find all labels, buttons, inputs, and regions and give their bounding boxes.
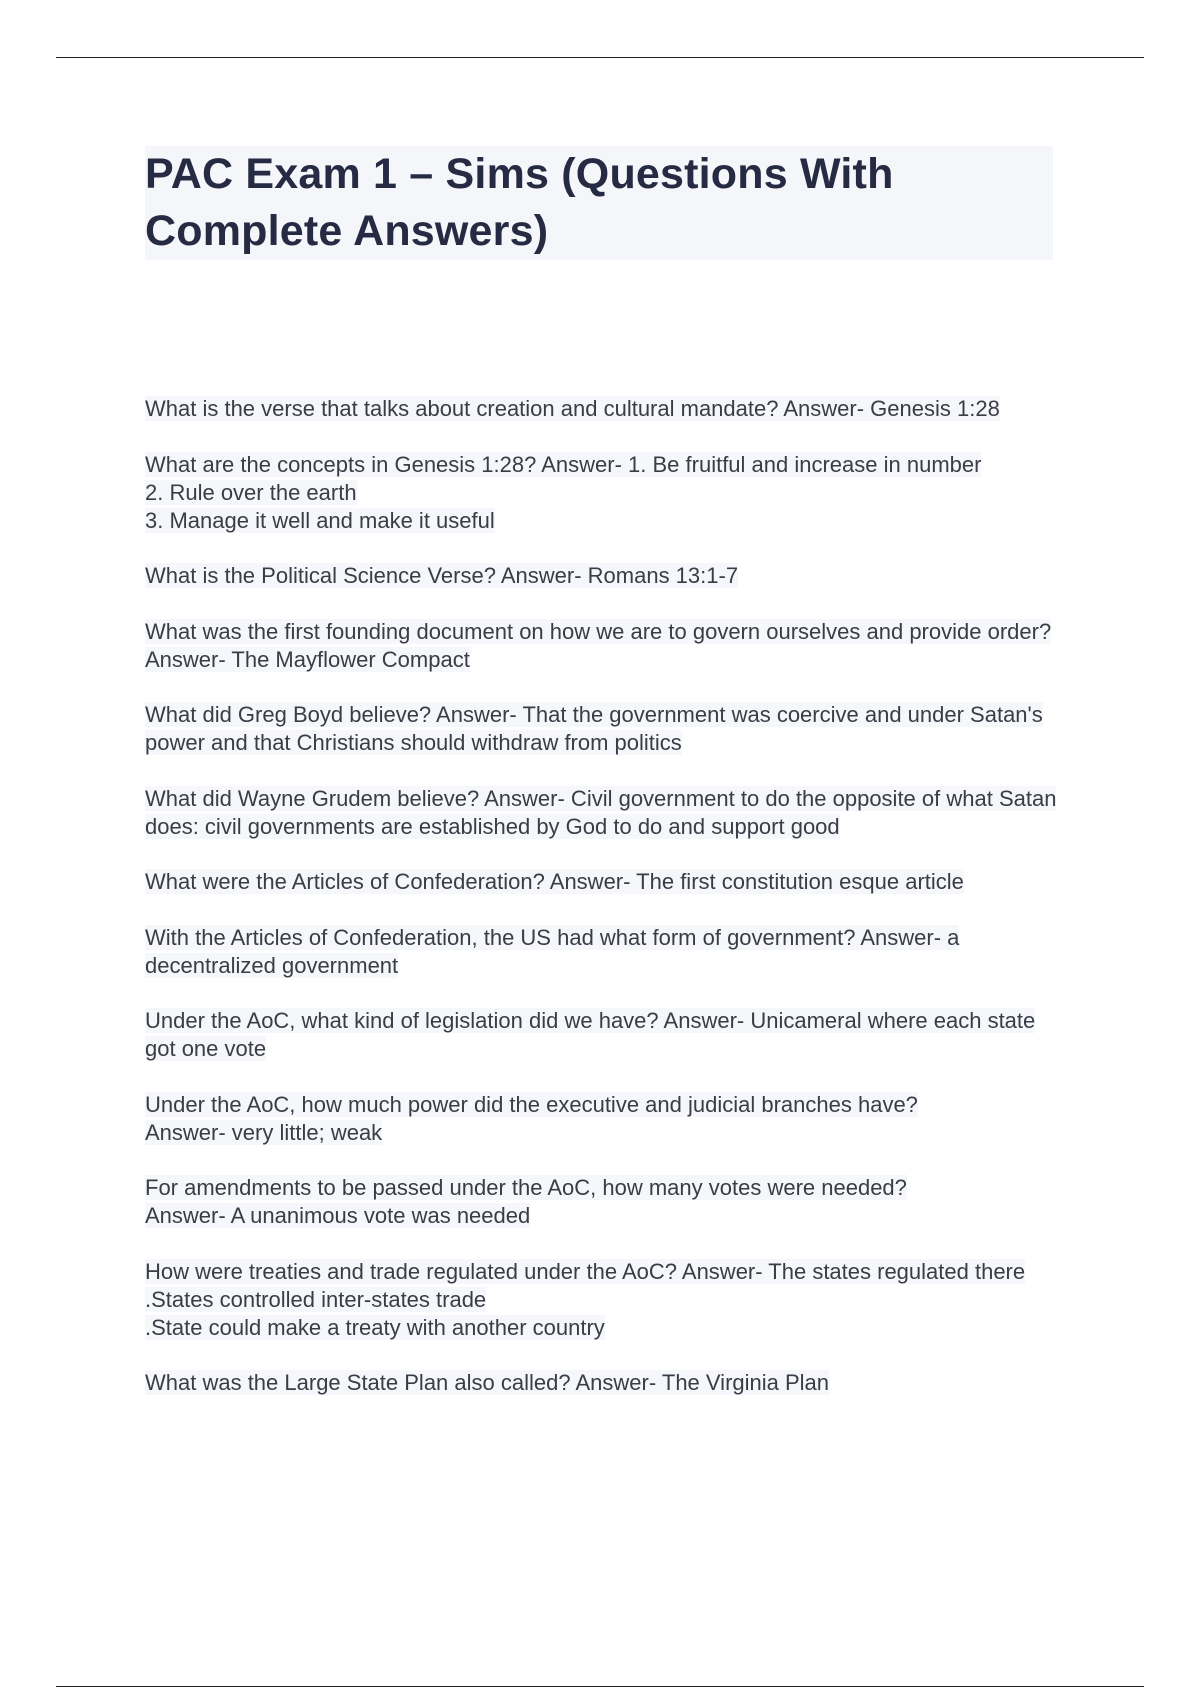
qa-text: What is the verse that talks about creation and cultural mandate? Answer- Genesis 1:28	[145, 396, 1000, 421]
qa-item	[145, 562, 1065, 590]
qa-item	[145, 1091, 1065, 1147]
qa-text: For amendments to be passed under the AoC, how many votes were needed? Answer- A unanimous vote was needed	[145, 1175, 907, 1228]
qa-text: What did Greg Boyd believe? Answer- That the government was coercive and under Satan's power and that Christians should withdraw from politics	[145, 702, 1043, 755]
qa-text: With the Articles of Confederation, the US had what form of government? Answer- a decentralized government	[145, 924, 960, 978]
qa-text: What are the concepts in Genesis 1:28? Answer- 1. Be fruitful and increase in number 2. Rule over the earth 3. Manage it well and make it useful	[145, 451, 982, 533]
qa-item	[145, 618, 1065, 674]
qa-item	[145, 1258, 1065, 1342]
qa-text: What did Wayne Grudem believe? Answer- Civil government to do the opposite of what Satan does: civil governments are established by God to do and support good	[145, 785, 1057, 839]
qa-item	[145, 701, 1065, 757]
document-title: PAC Exam 1 – Sims (Questions With Complete Answers)	[145, 150, 894, 255]
qa-item	[145, 785, 1065, 841]
qa-text: What was the first founding document on how we are to govern ourselves and provide order? Answer- The Mayflower Compact	[145, 618, 1052, 672]
qa-list	[145, 395, 1065, 1425]
qa-text: Under the AoC, what kind of legislation did we have? Answer- Unicameral where each state got one vote	[145, 1008, 1036, 1061]
qa-item	[145, 395, 1065, 423]
title-block	[145, 146, 1053, 260]
footer-rule	[56, 1686, 1144, 1687]
qa-item	[145, 1369, 1065, 1397]
qa-text: What were the Articles of Confederation? Answer- The first constitution esque article	[145, 869, 964, 894]
qa-text: Under the AoC, how much power did the executive and judicial branches have? Answer- very little; weak	[145, 1091, 918, 1145]
qa-text: What was the Large State Plan also called? Answer- The Virginia Plan	[145, 1370, 830, 1395]
qa-item	[145, 451, 1065, 535]
header-rule	[56, 57, 1144, 58]
qa-item	[145, 1174, 1065, 1230]
qa-text: What is the Political Science Verse? Answer- Romans 13:1-7	[145, 563, 739, 588]
qa-text: How were treaties and trade regulated under the AoC? Answer- The states regulated there .States controlled inter-states trade .State could make a treaty with another country	[145, 1258, 1026, 1340]
qa-item	[145, 924, 1065, 980]
qa-item	[145, 1007, 1065, 1063]
qa-item	[145, 868, 1065, 896]
